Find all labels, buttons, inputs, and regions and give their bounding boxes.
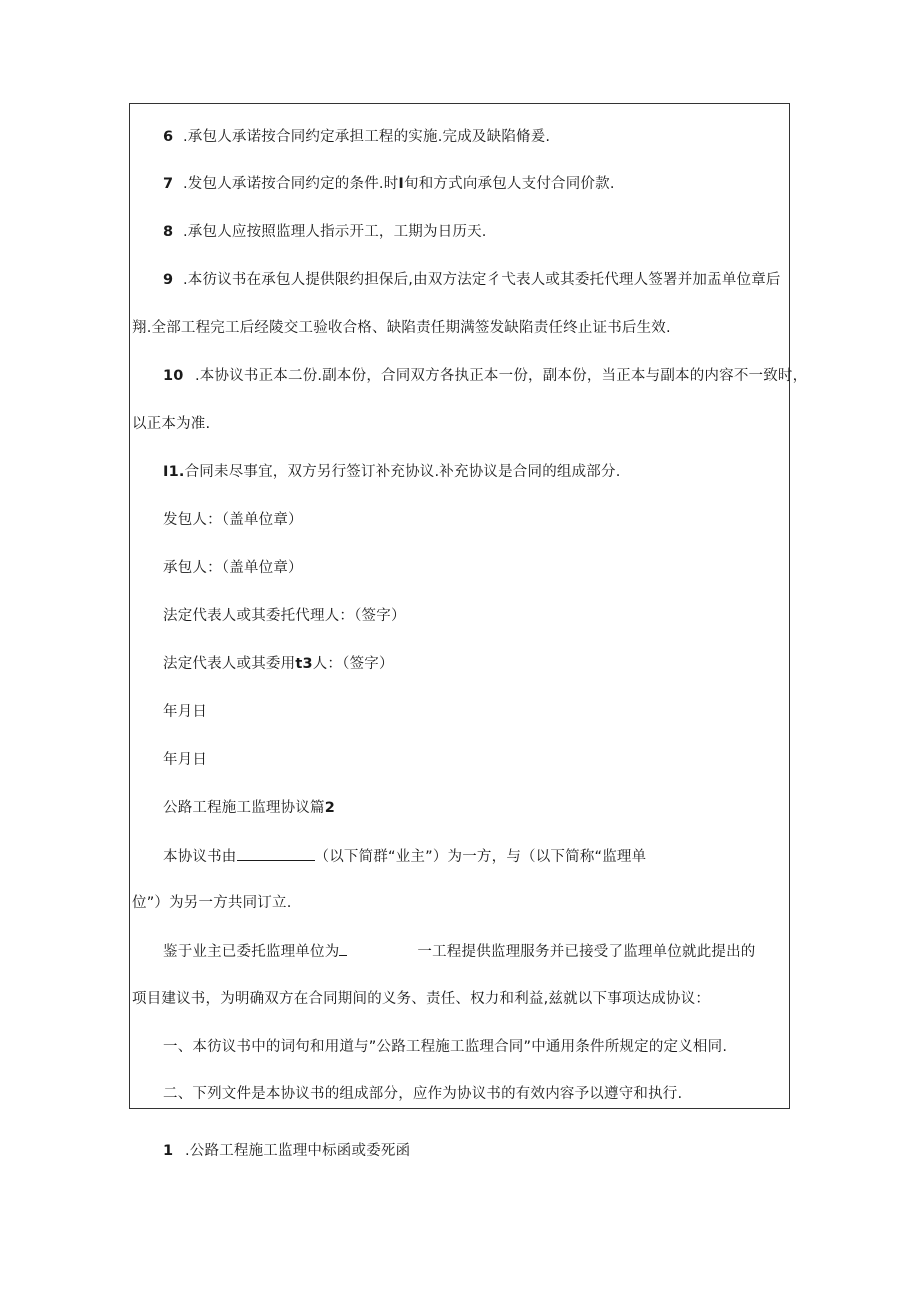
- item-text-tail: 旬和方式向承包人支付合同价款.: [404, 176, 615, 192]
- list-text: .公路工程施工监理中标函或委死函: [185, 1143, 411, 1159]
- item-text: .本彷议书在承包人提供限约担保后,由双方法定彳弋表人或其委托代理人签署并加盂单位章后: [183, 272, 781, 288]
- item-text: .本协议书正本二份.副本份，合同双方各执正本一份，副本份，当正本与副本的内容不一致时，: [195, 368, 808, 384]
- intro-line-1: [163, 846, 646, 867]
- contractor-signature: 承包人：（盖单位章）: [163, 560, 303, 576]
- representative-signature-2: [163, 654, 394, 674]
- item-number: 8: [163, 224, 174, 240]
- whereas-text-a: 鉴于业主已委托监理单位为: [163, 944, 340, 960]
- item-number: 6: [163, 129, 174, 145]
- section-title-number: 2: [324, 800, 335, 816]
- intro-text-a: 本协议书由: [163, 849, 237, 865]
- item-number: 10: [163, 368, 184, 384]
- rep2-text-a: 法定代表人或其委用: [163, 656, 296, 672]
- section-title-text: 公路工程施工监理协议篇: [163, 800, 325, 816]
- item-8: [163, 222, 487, 242]
- date-line-2: 年月日: [163, 752, 208, 768]
- item-glyph: I: [398, 176, 405, 192]
- whereas-line-1: [163, 941, 756, 962]
- intro-line-2: 位”）为另一方共同订立.: [132, 895, 292, 911]
- item-number: 7: [163, 176, 174, 192]
- rep2-text-b: t3: [295, 656, 313, 672]
- employer-signature: 发包人：（盖单位章）: [163, 512, 303, 528]
- owner-blank: [237, 846, 315, 861]
- item-11: [163, 462, 621, 482]
- clause-2: 二、下列文件是本协议书的组成部分，应作为协议书的有效内容予以遵守和执行.: [163, 1086, 683, 1102]
- section-title: [163, 798, 335, 818]
- rep2-text-c: 人：（签字）: [312, 656, 394, 672]
- item-text: .承包人承诺按合同约定承担工程的实施.完成及缺陷脩爰.: [183, 129, 551, 145]
- intro-text-b: （以下简群“业主”）为一方，与（以下简称“监理单: [314, 849, 647, 865]
- clause-1: 一、本彷议书中的词句和用道与”公路工程施工监理合同”中通用条件所规定的定义相同.: [163, 1039, 728, 1055]
- item-number: 9: [163, 272, 174, 288]
- item-text: .承包人应按照监理人指示开工，工期为日历天.: [183, 224, 487, 240]
- date-line-1: 年月日: [163, 704, 208, 720]
- project-blank: [339, 941, 347, 956]
- list-number: 1: [163, 1143, 174, 1159]
- item-10-continuation: 以正本为准.: [132, 416, 211, 432]
- item-6: [163, 127, 550, 147]
- whereas-line-2: 项目建议书，为明确双方在合同期间的义务、责任、权力和利益,兹就以下事项达成协议：: [132, 991, 711, 1007]
- whereas-text-b: 一工程提供监理服务并已接受了监理单位就此提出的: [417, 944, 756, 960]
- item-9: [163, 270, 781, 290]
- item-text: 合同耒尽事宜，双方另行签订补充协议.补充协议是合同的组成部分.: [184, 464, 621, 480]
- item-7: [163, 174, 615, 194]
- item-text: .发包人承诺按合同约定的条件.时: [183, 176, 399, 192]
- item-number: I1.: [163, 464, 185, 480]
- representative-signature-1: 法定代表人或其委托代理人：（签字）: [163, 608, 406, 624]
- item-10: [163, 366, 807, 386]
- list-item-1: [163, 1141, 410, 1161]
- item-9-continuation: 翔.全部工程完工后经陵交工验收合格、缺陷责任期满签发缺陷责任终止证书后生效.: [132, 320, 671, 336]
